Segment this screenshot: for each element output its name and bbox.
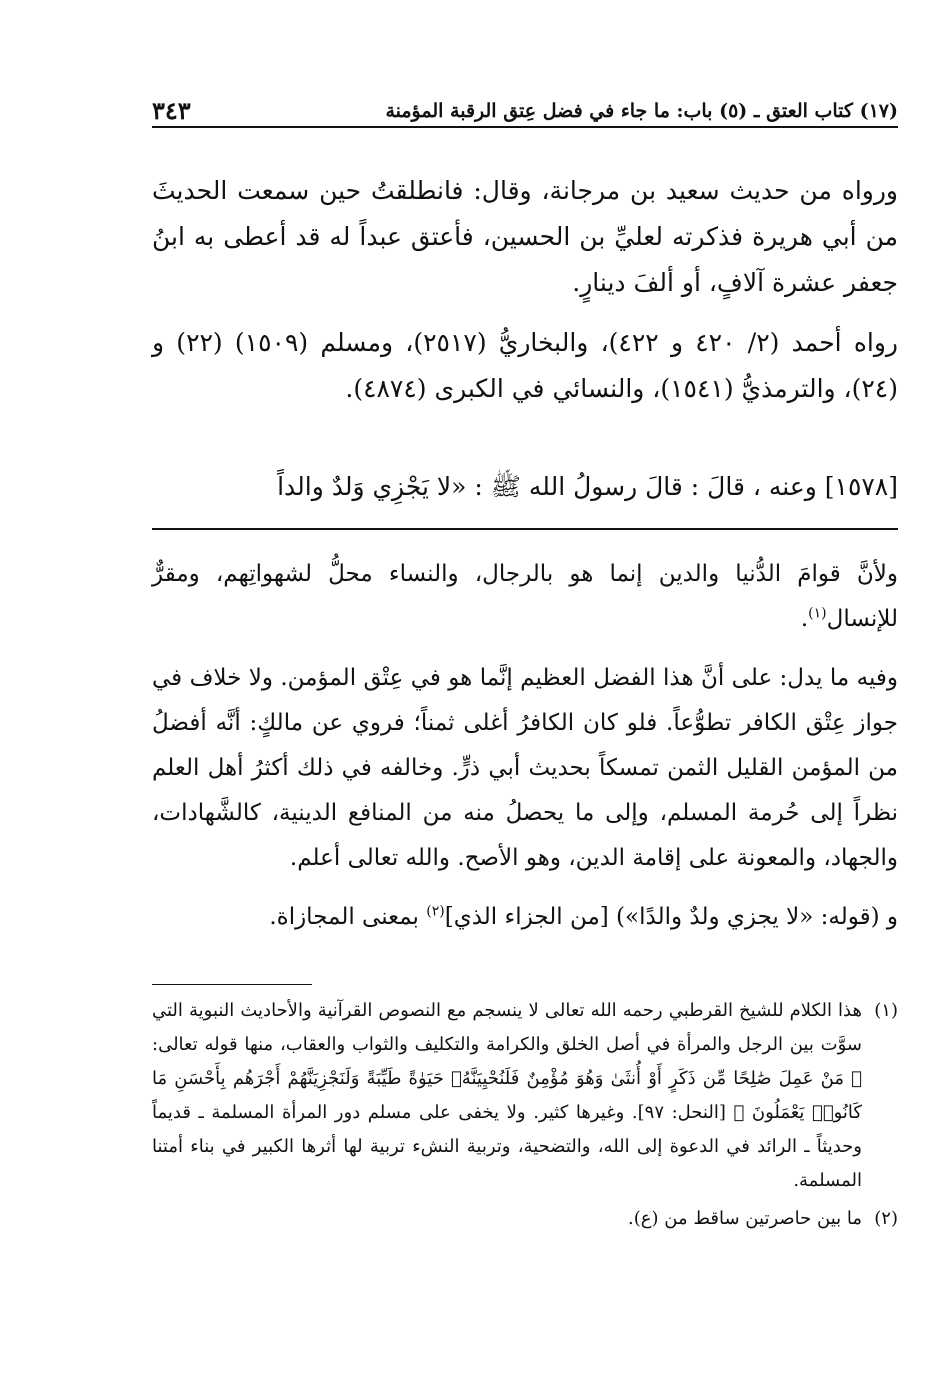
footnote-ref-2: (٢)	[426, 903, 445, 920]
footnote-2	[152, 1202, 898, 1236]
commentary-paragraph-3-text: و (قوله: «لا يجزي ولدٌ والدًا») [من الجزاء الذي]	[444, 904, 898, 930]
footnote-1-text: هذا الكلام للشيخ القرطبي رحمه الله تعالى لا ينسجم مع النصوص القرآنية والأحاديث النبوية التي سوَّت بين الرجل والمرأة في أصل الخلق والكرامة والتكليف والثواب والعقاب، منها قوله تعالى: ﴿ مَنْ عَمِلَ صَٰلِحًا مِّن ذَكَرٍ أَوْ أُنثَىٰ وَهُوَ مُؤْمِنٌ فَلَنُحْيِيَنَّهُۥ حَيَوٰةً طَيِّبَةً وَلَنَجْزِيَنَّهُمْ أَجْرَهُم بِأَحْسَنِ مَا كَانُوا۟ يَعْمَلُونَ ﴾ [النحل: ٩٧]. وغيرها كثير. ولا يخفى على مسلم دور المرأة المسلمة ـ قديماً وحديثاً ـ الرائد في الدعوة إلى الله، والتضحية، وتربية النشء تربية لها أثرها الكبير في بناء أمتنا المسلمة.	[152, 1000, 862, 1191]
footnote-1	[152, 994, 898, 1198]
footnote-1-number: (١)	[874, 1000, 898, 1021]
main-paragraph-sources: رواه أحمد (٢/ ٤٢٠ و ٤٢٢)، والبخاريُّ (٢٥١٧)، ومسلم (١٥٠٩) (٢٢) و (٢٤)، والترمذيُّ (١٥٤١)، والنسائي في الكبرى (٤٨٧٤).	[152, 328, 899, 403]
page-number: ٣٤٣	[152, 96, 191, 125]
commentary-paragraph-2: وفيه ما يدل: على أنَّ هذا الفضل العظيم إنَّما هو في عِتْق المؤمن. ولا خلاف في جواز عِتْق الكافر تطوُّعاً. فلو كان الكافرُ أغلى ثمناً؛ فروي عن مالكٍ: أنَّه أفضلُ من المؤمن القليل الثمن تمسكاً بحديث أبي ذرٍّ. وخالفه في ذلك أكثرُ أهل العلم نظراً إلى حُرمة المسلم، وإلى ما يحصلُ منه من المنافع الدينية، كالشَّهادات، والجهاد، والمعونة على إقامة الدين، وهو الأصح. والله تعالى أعلم.	[152, 665, 898, 871]
commentary-paragraph-3	[152, 895, 898, 940]
commentary-paragraph-3-end: بمعنى المجازاة.	[269, 904, 427, 930]
footnote-2-text: ما بين حاصرتين ساقط من (ع).	[628, 1208, 862, 1229]
main-text	[152, 168, 898, 412]
footnote-separator	[152, 984, 312, 985]
main-paragraph-narration: ورواه من حديث سعيد بن مرجانة، وقال: فانطلقتُ حين سمعت الحديثَ من أبي هريرة فذكرته لعليِّ بن الحسين، فأعتق عبداً له قد أعطى به ابنُ جعفر عشرة آلافٍ، أو ألفَ دينارٍ.	[152, 176, 898, 297]
commentary-paragraph-1-text: ولأنَّ قوامَ الدُّنيا والدين إنما هو بالرجال، والنساء محلُّ لشهواتِهم، ومقرٌّ للإنسال	[152, 561, 898, 632]
hadith-line: [١٥٧٨] وعنه ، قالَ : قالَ رسولُ الله ﷺ : «لا يَجْزِي وَلدٌ والداً	[277, 472, 898, 501]
footnote-ref-1: (١)	[808, 605, 827, 622]
header-title: (١٧) كتاب العتق ـ (٥) باب: ما جاء في فضل عِتق الرقبة المؤمنة	[385, 100, 898, 122]
commentary-paragraph-1	[152, 552, 898, 642]
running-header	[152, 96, 898, 128]
footnote-2-number: (٢)	[874, 1208, 898, 1229]
commentary-paragraph-1-end: .	[800, 606, 809, 632]
commentary-text	[152, 552, 898, 940]
main-commentary-separator	[152, 528, 898, 530]
footnotes	[152, 994, 898, 1236]
